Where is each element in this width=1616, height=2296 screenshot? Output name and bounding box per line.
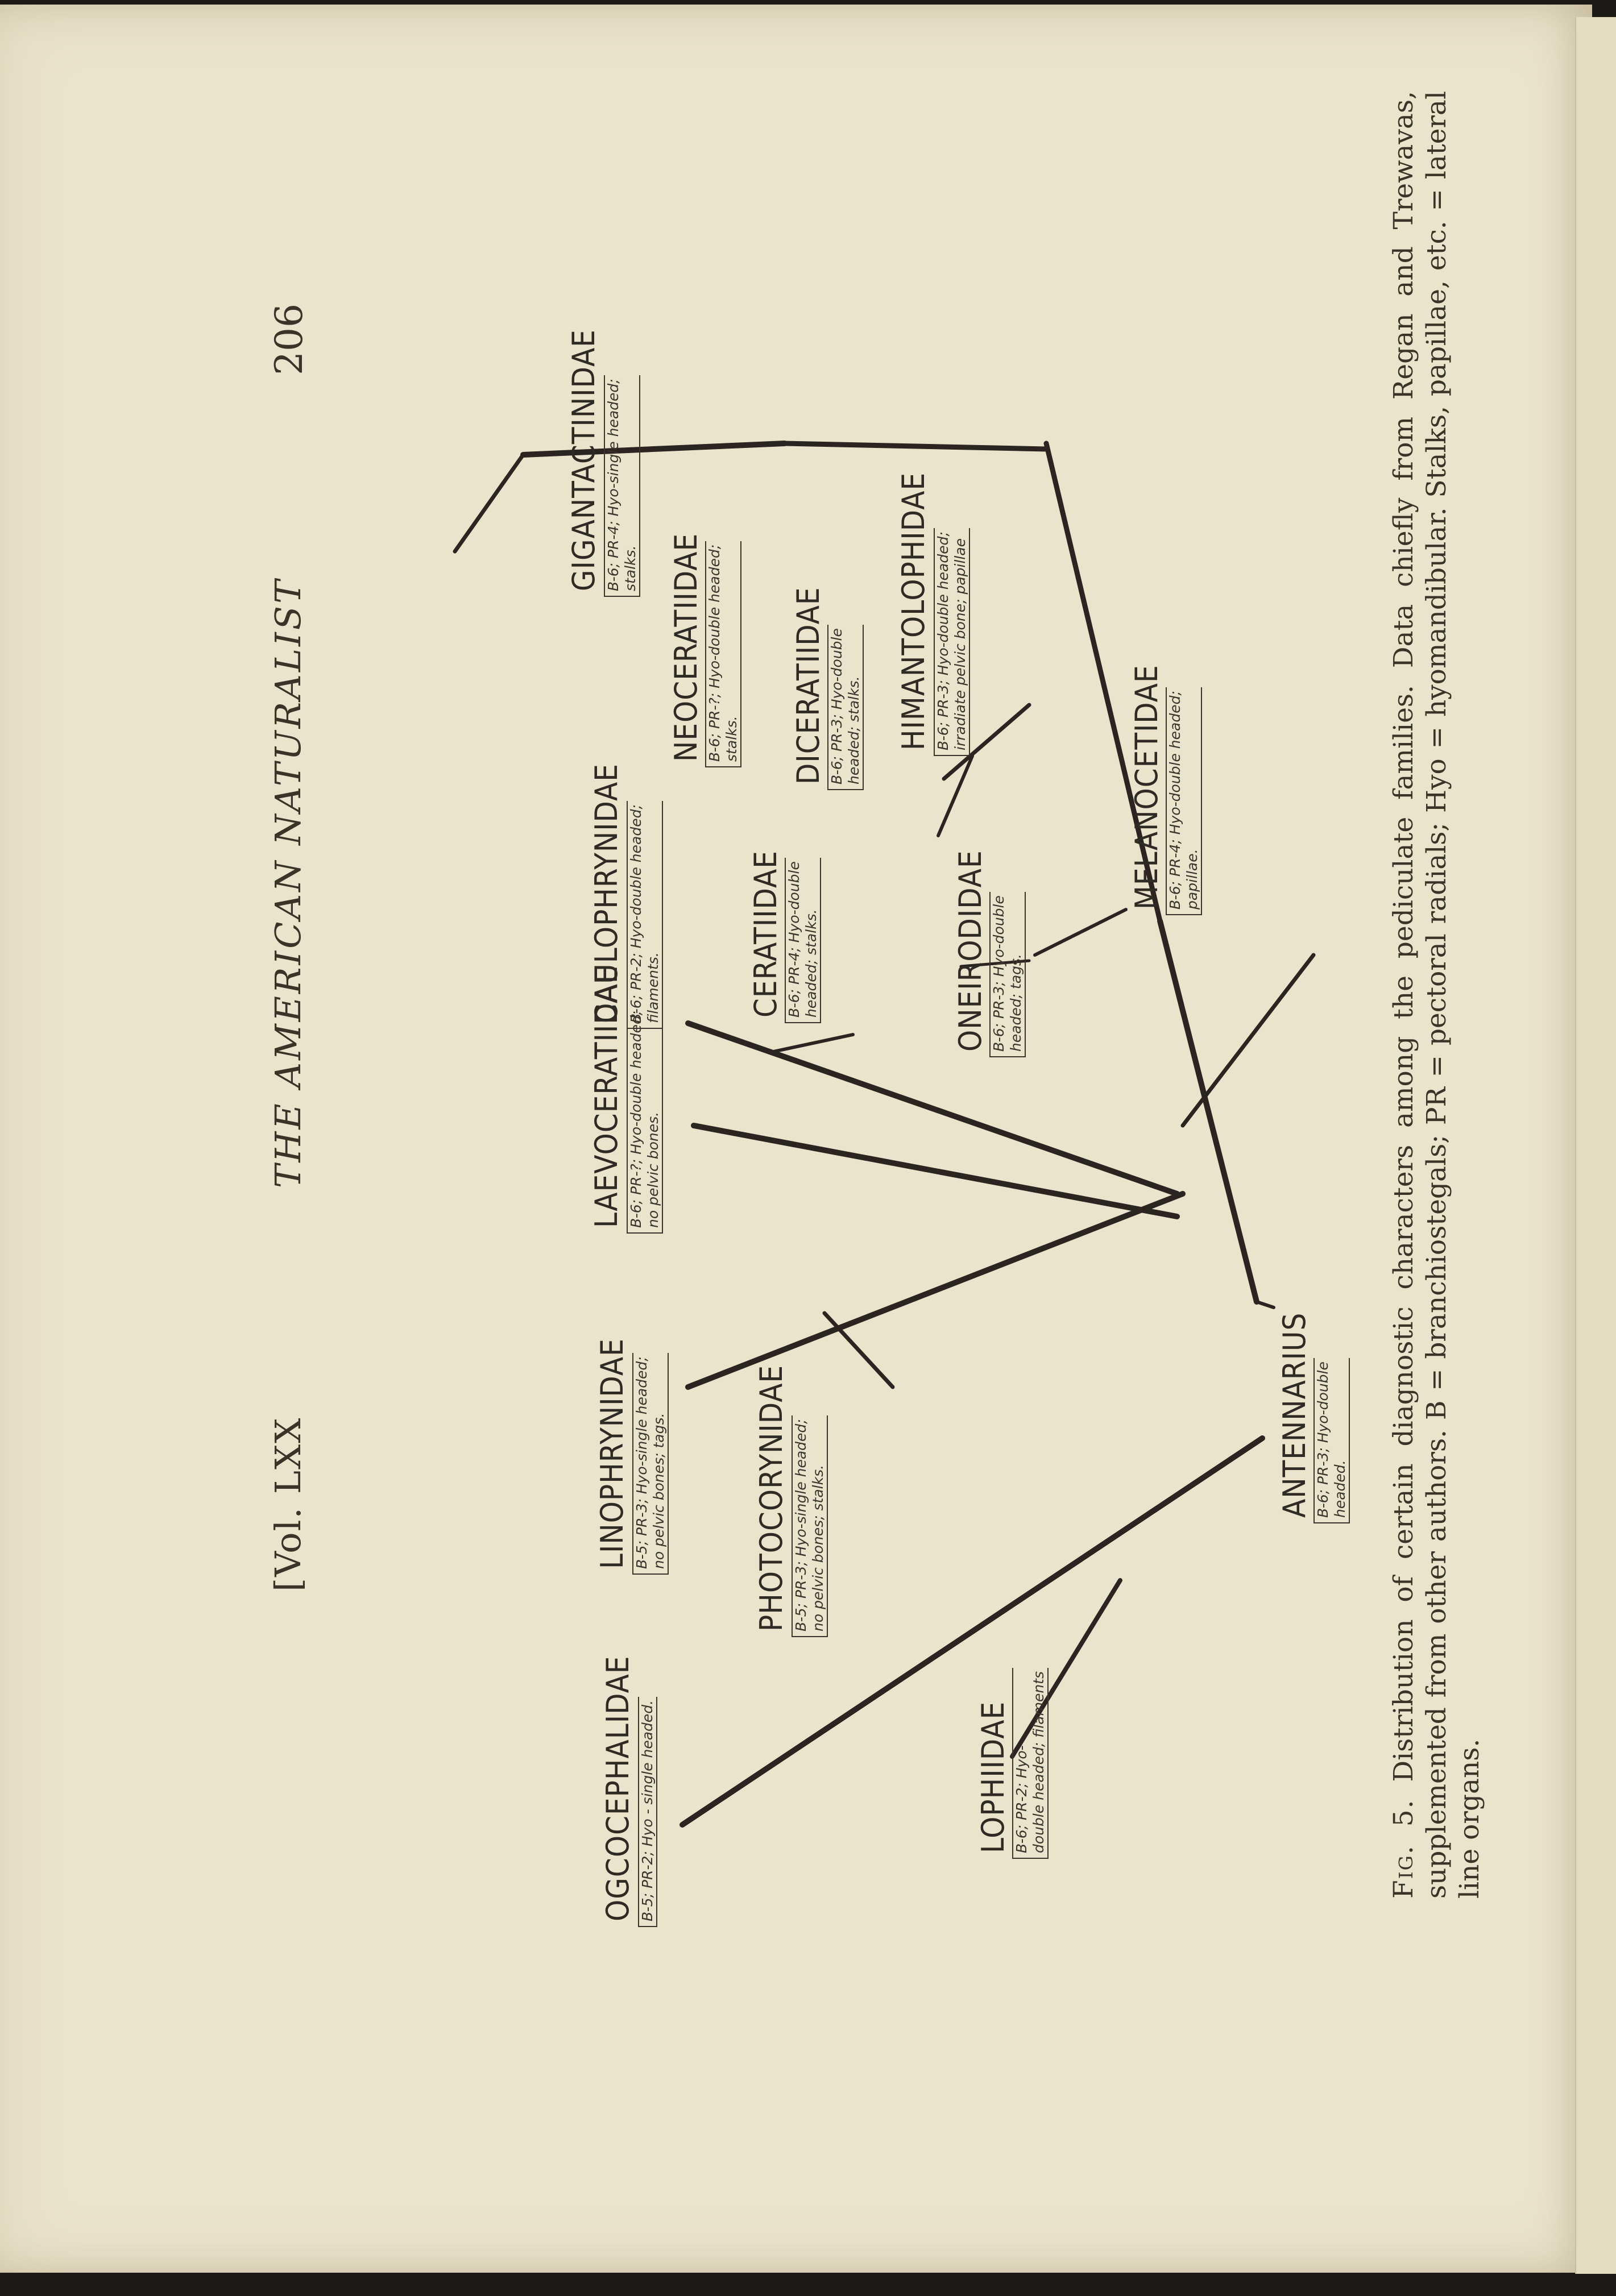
volume-label: [Vol. LXX <box>267 1417 309 1592</box>
note-neoceratiidae: B-6; PR-?; Hyo-double headed; stalks. <box>705 541 741 767</box>
family-gigantactinidae: GIGANTACTINIDAE <box>566 329 602 591</box>
branch-ceratiidae <box>773 1035 853 1052</box>
note-himantolophidae: B-6; PR-3; Hyo-double headed; irradiate pelvic bone; papillae <box>934 528 970 756</box>
family-oneirodidae: ONEIRODIDAE <box>952 850 988 1052</box>
branch-main-trunk-lower <box>1257 1302 1274 1307</box>
note-photocorynidae: B-5; PR-3; Hyo-single headed; no pelvic bones; stalks. <box>792 1415 828 1637</box>
caption-lead: Fig. 5. <box>1388 1799 1419 1899</box>
branch-linophrynidae <box>688 1194 1183 1387</box>
family-neoceratiidae: NEOCERATIIDAE <box>668 533 704 762</box>
family-lophiidae: LOPHIIDAE <box>975 1701 1011 1853</box>
family-photocorynidae: PHOTOCORYNIDAE <box>753 1364 789 1631</box>
branch-neoceratiidae <box>455 455 523 551</box>
note-caulophrynidae: B-6; PR-2; Hyo-double headed; filaments. <box>627 801 663 1029</box>
family-himantolophidae: HIMANTOLOPHIDAE <box>896 472 931 750</box>
note-gigantactinidae: B-6; PR-4; Hyo-single headed; stalks. <box>604 375 640 597</box>
note-ceratiidae: B-6; PR-4; Hyo-double headed; stalks. <box>785 858 821 1023</box>
page-number: 206 <box>267 304 311 375</box>
caption-text: Distribution of certain diagnostic characters among the pediculate families. Data chiefly from Regan and Trewavas, supplemented from other authors. B = branchiostegals; PR = pectoral radials; Hyo = hyomandibular. Stalks, papillae, etc. = lateral line organs. <box>1388 91 1485 1899</box>
family-diceratiidae: DICERATIIDAE <box>790 587 826 784</box>
family-ogcocephalidae: OGCOCEPHALIDAE <box>600 1655 636 1921</box>
branch-top-bar <box>785 443 1046 449</box>
journal-title: THE AMERICAN NATURALIST <box>267 578 309 1188</box>
note-linophrynidae: B-5; PR-3; Hyo-single headed; no pelvic bones; tags. <box>632 1353 669 1575</box>
note-lophiidae: B-6; PR-2; Hyo- double headed; filaments <box>1012 1668 1049 1859</box>
figure-caption <box>1387 91 1486 1899</box>
branch-main-trunk <box>1160 921 1257 1302</box>
note-laevoceratiidae: B-6; PR-?; Hyo-double headed; no pelvic bones. <box>627 1007 663 1234</box>
note-oneirodidae: B-6; PR-3; Hyo-double headed; tags. <box>989 892 1026 1057</box>
family-laevoceratiidae: LAEVOCERATIIDAE <box>589 965 624 1228</box>
branch-oneirodidae <box>1035 910 1126 955</box>
branch-melanocetidae <box>1183 955 1313 1126</box>
branch-photocorynidae <box>824 1313 893 1387</box>
rotated-figure-page <box>205 0 1616 2194</box>
note-melanocetidae: B-6; PR-4; Hyo-double headed; papillae. <box>1166 687 1202 915</box>
family-caulophrynidae: CAULOPHRYNIDAE <box>589 763 624 1023</box>
branch-gigantactinidae <box>523 443 785 455</box>
note-ogcocephalidae: B-5; PR-2; Hyo - single headed. <box>638 1697 657 1927</box>
family-linophrynidae: LINOPHRYNIDAE <box>594 1338 630 1569</box>
note-antennarius: B-6; PR-3; Hyo-double headed. <box>1313 1358 1350 1523</box>
family-ceratiidae: CERATIIDAE <box>748 850 784 1018</box>
note-diceratiidae: B-6; PR-3; Hyo-double headed; stalks. <box>827 625 864 790</box>
family-melanocetidae: MELANOCETIDAE <box>1129 665 1165 910</box>
family-antennarius: ANTENNARIUS <box>1277 1312 1312 1518</box>
